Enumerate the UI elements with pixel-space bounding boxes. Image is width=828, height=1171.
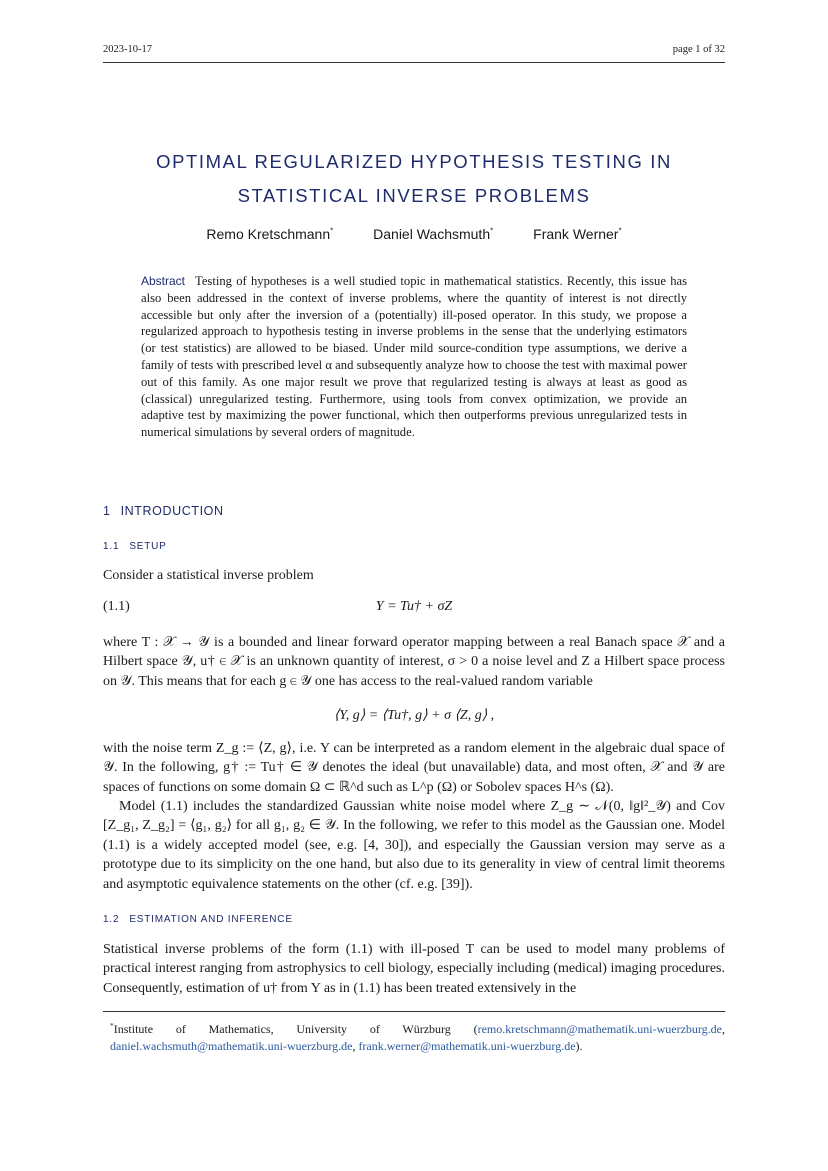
subsection-title: ESTIMATION AND INFERENCE bbox=[129, 914, 293, 925]
subsection-title: SETUP bbox=[129, 541, 167, 552]
author-name: Daniel Wachsmuth bbox=[373, 226, 491, 242]
section-number: 1 bbox=[103, 504, 111, 518]
author-mark: * bbox=[330, 226, 334, 236]
email-link-kretschmann[interactable]: remo.kretschmann@mathematik.uni-wuerzburg.de bbox=[477, 1022, 722, 1036]
author-name: Frank Werner bbox=[533, 226, 619, 242]
author-mark: * bbox=[618, 226, 622, 236]
footnote-end: ). bbox=[575, 1038, 583, 1053]
equation-inner-product: ⟨Y, g⟩ = ⟨Tu†, g⟩ + σ ⟨Z, g⟩ , bbox=[333, 708, 495, 723]
subsection-number: 1.1 bbox=[103, 541, 120, 552]
author-mark: * bbox=[490, 226, 494, 236]
paragraph-intro: Consider a statistical inverse problem bbox=[103, 568, 314, 583]
header-date: 2023-10-17 bbox=[103, 44, 152, 55]
author bbox=[533, 226, 621, 242]
title-line-1: OPTIMAL REGULARIZED HYPOTHESIS TESTING IN bbox=[156, 151, 672, 172]
paragraph-operator: where T : 𝒳 → 𝒴 is a bounded and linear forward operator mapping between a real Banach space 𝒳 and a Hilbert space 𝒴, u† ∈ 𝒳 is an unknown quantity of interest, σ > 0 a noise level and Z a Hilbert space process on 𝒴. This means that for each g ∈ 𝒴 one has access to the real-valued random variable bbox=[103, 635, 725, 689]
section-heading-introduction bbox=[103, 504, 224, 518]
footnote-affiliation: Institute of Mathematics, University of Würzburg ( bbox=[113, 1022, 478, 1036]
header-page-number: page 1 of 32 bbox=[672, 44, 725, 55]
subsection-number: 1.2 bbox=[103, 914, 120, 925]
footnote bbox=[110, 1018, 725, 1054]
separator: , bbox=[722, 1022, 725, 1036]
author bbox=[373, 226, 493, 242]
footnote-mark: * bbox=[110, 1021, 114, 1030]
paragraph-estimation: Statistical inverse problems of the form (1.1) with ill-posed T can be used to model many problems of practical interest ranging from astrophysics to cell biology, especially including (medical) imaging procedures. Consequently, estimation of u† from Y as in (1.1) has been treated extensively in the bbox=[103, 942, 725, 996]
title-line-2: STATISTICAL INVERSE PROBLEMS bbox=[237, 185, 591, 206]
email-link-werner[interactable]: frank.werner@mathematik.uni-wuerzburg.de bbox=[358, 1038, 576, 1053]
email-link-wachsmuth[interactable]: daniel.wachsmuth@mathematik.uni-wuerzburg.de bbox=[110, 1038, 353, 1053]
subsection-heading-setup bbox=[103, 541, 167, 552]
author bbox=[206, 226, 333, 242]
subsection-heading-estimation bbox=[103, 914, 293, 925]
running-header bbox=[103, 44, 725, 58]
equation-body: Y = Tu† + σZ bbox=[375, 599, 453, 614]
paragraph-noise-term: with the noise term Z_g := ⟨Z, g⟩, i.e. Y can be interpreted as a random element in the algebraic dual space of 𝒴. In the following, g† := Tu† ∈ 𝒴 denotes the ideal (but unavailable) data, and most often, 𝒳 and 𝒴 are spaces of functions on some domain Ω ⊂ ℝ^d such as L^p (Ω) or Sobolev spaces H^s (Ω). bbox=[103, 741, 725, 795]
author-list bbox=[103, 226, 725, 242]
equation-tag: (1.1) bbox=[103, 599, 130, 614]
abstract-label: Abstract bbox=[141, 274, 186, 288]
footnote-rule bbox=[103, 1011, 725, 1012]
author-name: Remo Kretschmann bbox=[206, 226, 331, 242]
equation-1-1 bbox=[103, 599, 725, 619]
separator: , bbox=[352, 1038, 359, 1053]
abstract bbox=[141, 273, 687, 441]
header-rule bbox=[103, 62, 725, 63]
section-title: INTRODUCTION bbox=[120, 504, 224, 518]
abstract-text: Testing of hypotheses is a well studied topic in mathematical statistics. Recently, this issue has also been addressed in the context of inverse problems, where the quantity of interest is not directly accessible but only after the inversion of a (potentially) ill-posed operator. In this study, we propose a regularized approach to hypothesis testing in inverse problems in the sense that the underlying estimators (or test statistics) are allowed to be biased. Under mild source-condition type assumptions, we derive a family of tests with prescribed level α and subsequently analyze how to choose the test with maximal power out of this family. As one major result we prove that regularized testing is always at least as good as (classical) unregularized testing. Furthermore, using tools from convex optimization, we provide an adaptive test by maximizing the power functional, which then outperforms previous unregularized tests in numerical simulations by several orders of magnitude. bbox=[141, 274, 687, 440]
paragraph-gaussian-model: Model (1.1) includes the standardized Gaussian white noise model where Z_g ∼ 𝒩(0, ‖g‖²_𝒴) and Cov [Z_g₁, Z_g₂] = ⟨g₁, g₂⟩ for all g₁, g₂ ∈ 𝒴. In the following, we refer to this model as the Gaussian one. Model (1.1) is a widely accepted model (see, e.g. [4, 30]), and especially the Gaussian version may serve as a prototype due to its simplicity on the one hand, but also due to its generality in view of central limit theorems and asymptotic equivalence statements on the other (cf. e.g. [39]). bbox=[103, 799, 725, 892]
paper-title bbox=[103, 145, 725, 213]
